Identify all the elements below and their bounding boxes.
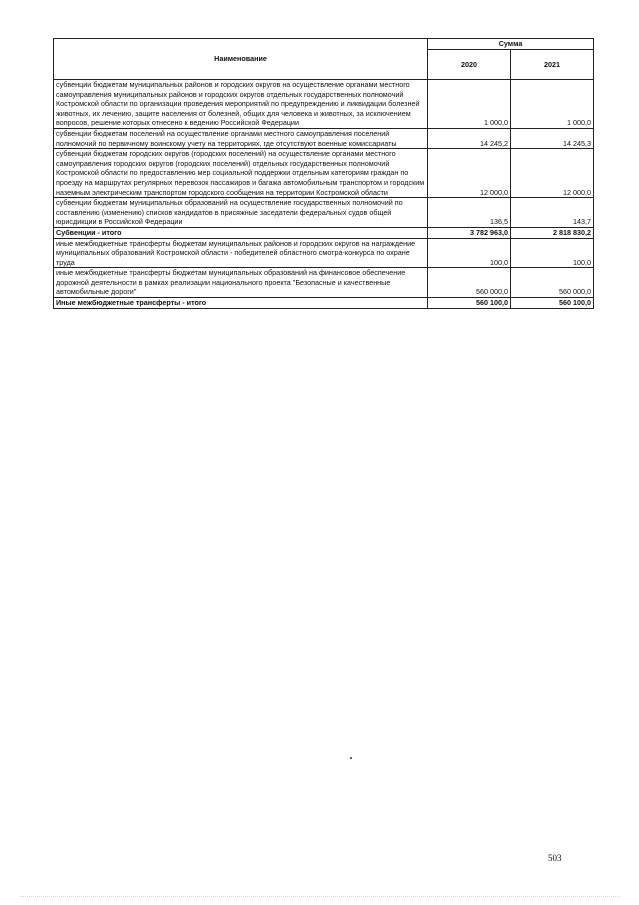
row-name: Иные межбюджетные трансферты - итого: [54, 298, 428, 309]
header-year-2020: 2020: [428, 50, 511, 80]
table-row: [54, 198, 594, 228]
row-name: субвенции бюджетам муниципальных образований на осуществление государственных полномочий по составлению (изменению) списков кандидатов в присяжные заседатели федеральных судов общей юрисдикции в Российской Федерации: [54, 198, 428, 228]
row-name: субвенции бюджетам поселений на осуществление органами местного самоуправления поселений полномочий по первичному воинскому учету на территориях, где отсутствуют военные комиссариаты: [54, 128, 428, 148]
row-value-2021: 2 818 830,2: [511, 227, 594, 238]
page-number: 503: [548, 853, 562, 863]
table-row: [54, 149, 594, 198]
budget-table: [53, 38, 594, 309]
row-value-2020: 100,0: [428, 238, 511, 268]
row-value-2021: 1 000,0: [511, 80, 594, 129]
table-row: [54, 238, 594, 268]
table-row-total: [54, 227, 594, 238]
table-body: [54, 80, 594, 309]
row-value-2020: 1 000,0: [428, 80, 511, 129]
row-value-2021: 560 000,0: [511, 268, 594, 298]
row-value-2021: 143,7: [511, 198, 594, 228]
row-name: субвенции бюджетам муниципальных районов и городских округов на осуществление органами местного самоуправления муниципальных районов и городских округов отдельных государственных полномочий Костромской области по организации проведения мероприятий по предупреждению и ликвидации болезней животных, их лечению, защите населения от болезней, общих для человека и животных, за исключением вопросов, решение которых отнесено к ведению Российской Федерации: [54, 80, 428, 129]
row-value-2021: 560 100,0: [511, 298, 594, 309]
row-value-2020: 3 782 963,0: [428, 227, 511, 238]
row-name: иные межбюджетные трансферты бюджетам муниципальных образований на финансовое обеспечение дорожной деятельности в рамках реализации национального проекта "Безопасные и качественные автомобильные дороги": [54, 268, 428, 298]
row-value-2020: 560 000,0: [428, 268, 511, 298]
row-value-2020: 14 245,2: [428, 128, 511, 148]
table-row: [54, 268, 594, 298]
row-value-2021: 14 245,3: [511, 128, 594, 148]
header-name: Наименование: [54, 39, 428, 80]
row-value-2020: 136,5: [428, 198, 511, 228]
scan-edge-line: [20, 896, 620, 897]
header-sum: Сумма: [428, 39, 594, 50]
row-value-2021: 100,0: [511, 238, 594, 268]
row-value-2020: 12 000,0: [428, 149, 511, 198]
row-name: иные межбюджетные трансферты бюджетам муниципальных районов и городских округов на награждение муниципальных образований Костромской области - победителей областного смотра-конкурса по охране труда: [54, 238, 428, 268]
table-row-total: [54, 298, 594, 309]
table-row: [54, 128, 594, 148]
header-year-2021: 2021: [511, 50, 594, 80]
row-value-2021: 12 000,0: [511, 149, 594, 198]
row-name: субвенции бюджетам городских округов (городских поселений) на осуществление органами местного самоуправления городских округов (городских поселений) отдельных государственных полномочий Костромской области по предоставлению мер социальной поддержки отдельным категориям граждан по проезду на маршрутах регулярных перевозок пассажиров и багажа автомобильным транспортом и городским наземным электрическим транспортом городского сообщения на территории Костромской области: [54, 149, 428, 198]
row-value-2020: 560 100,0: [428, 298, 511, 309]
scan-dot: [350, 757, 352, 759]
row-name: Субвенции - итого: [54, 227, 428, 238]
table-row: [54, 80, 594, 129]
